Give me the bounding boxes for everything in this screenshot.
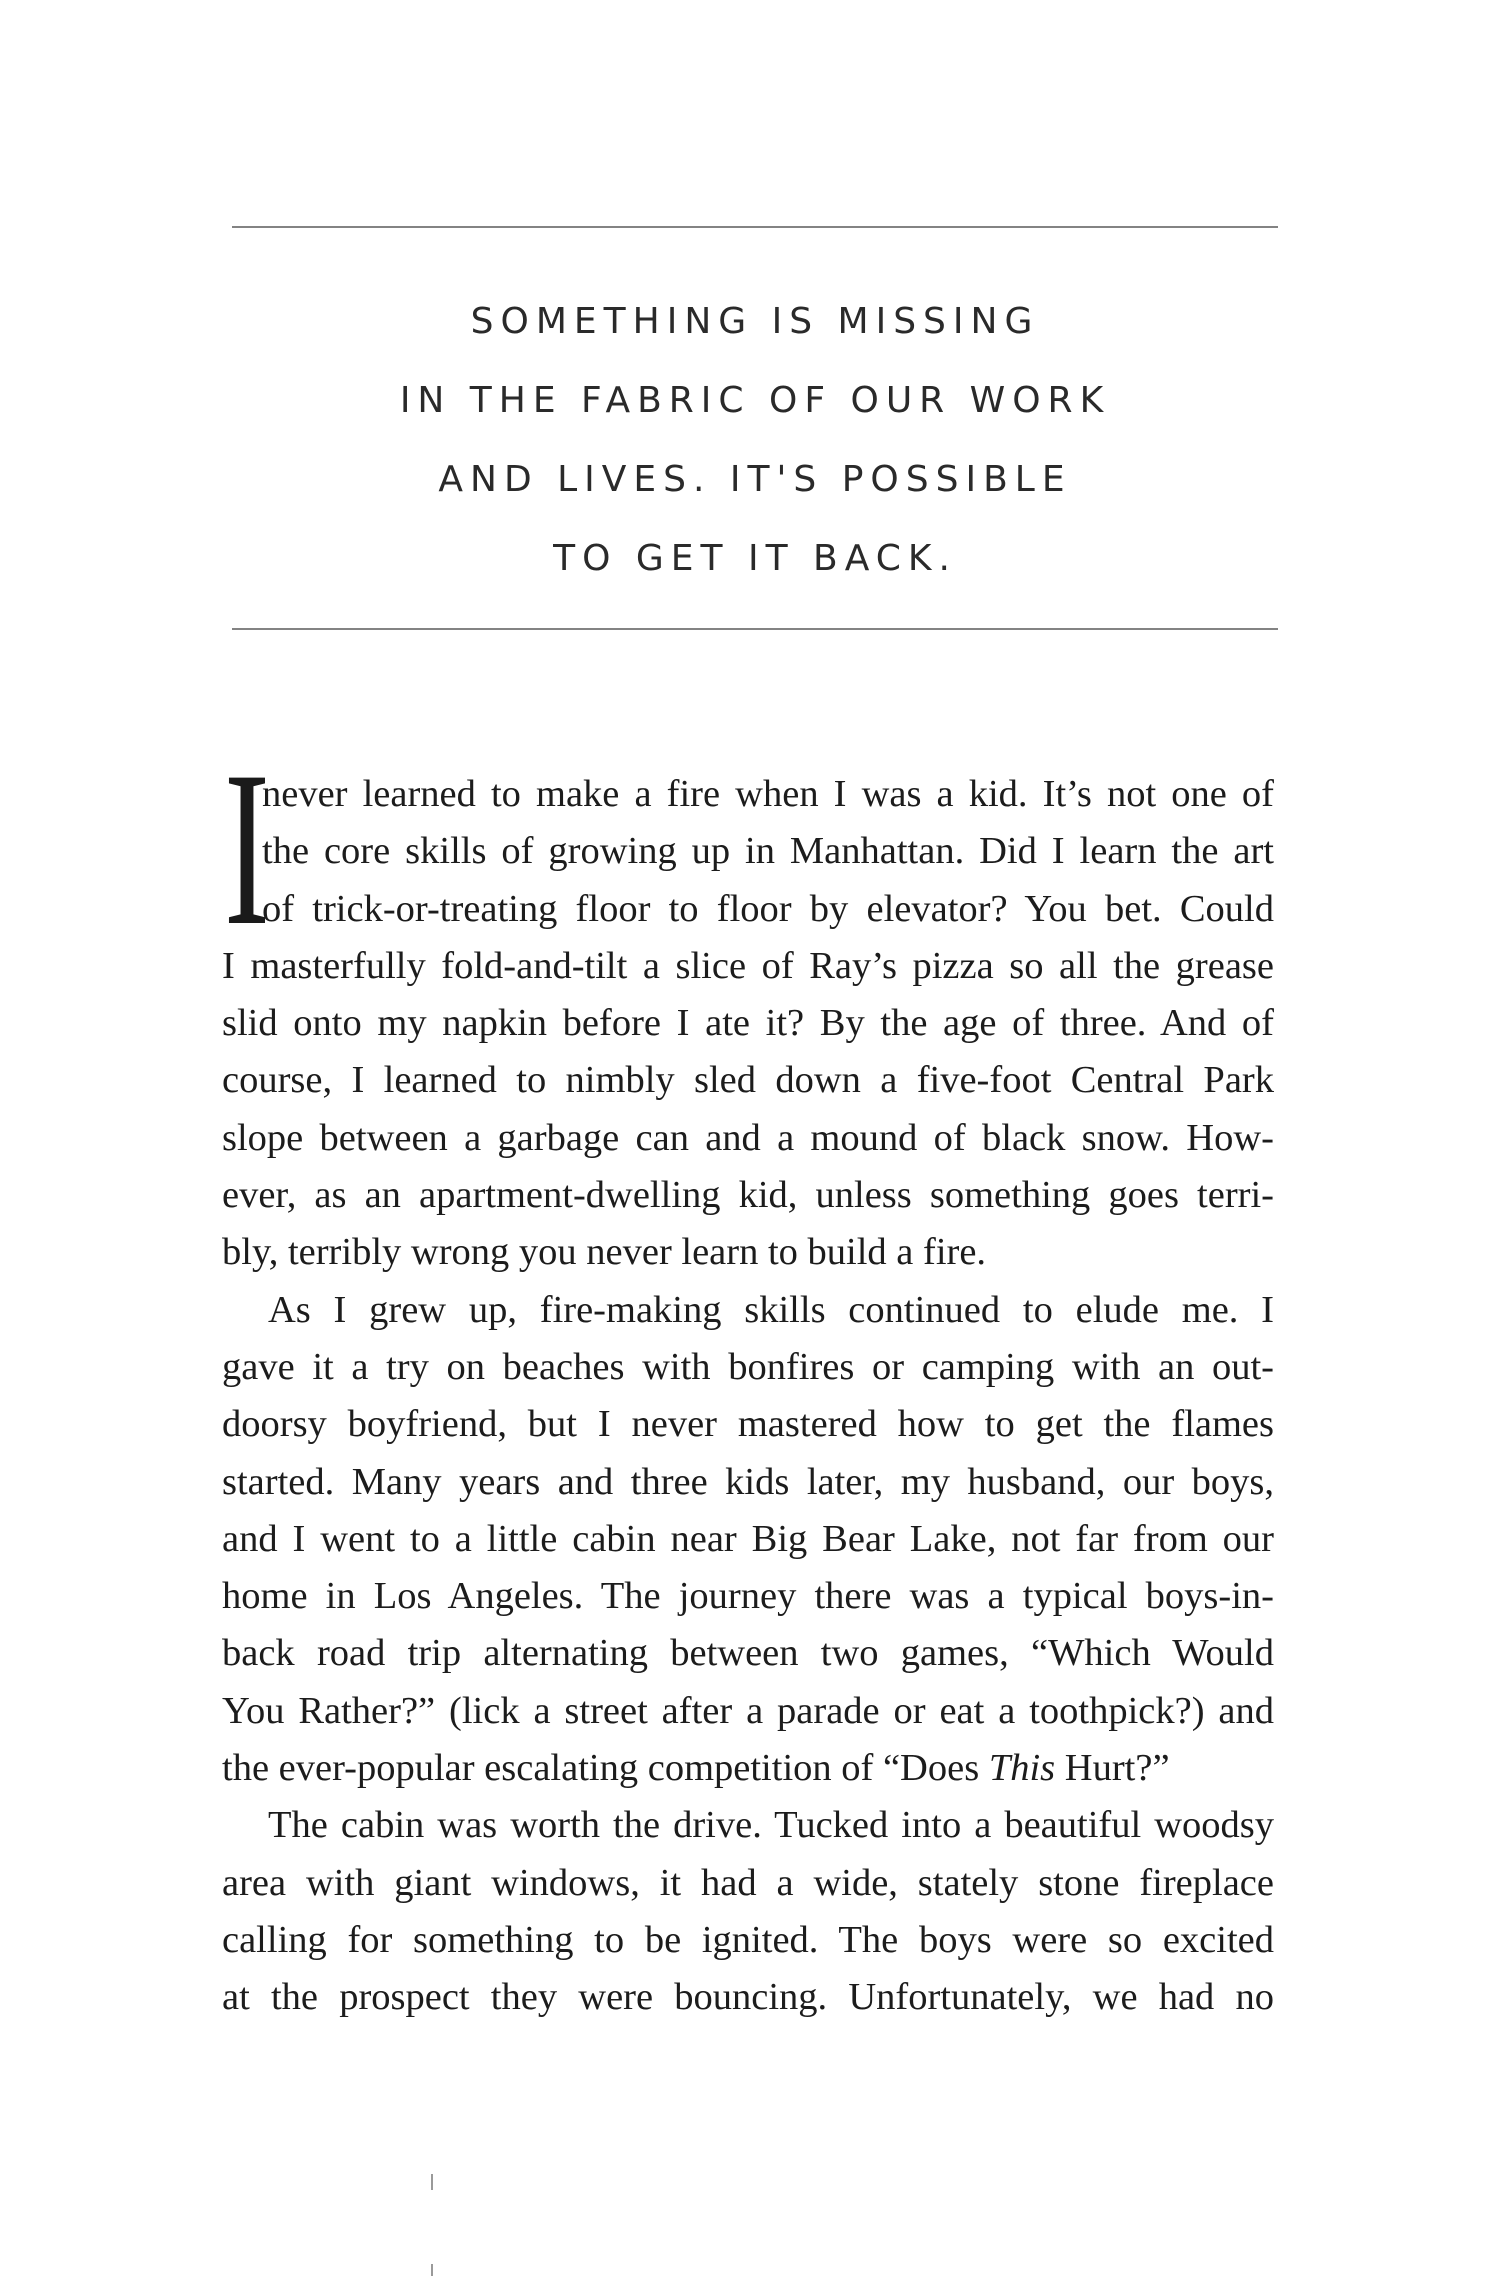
text-line: gave it a try on beaches with bonfires or camping with an out- <box>222 1345 1274 1388</box>
pull-quote-line: SOMETHING IS MISSING <box>470 301 1040 342</box>
print-speck <box>431 2264 433 2276</box>
emphasis-word: This <box>988 1747 1056 1790</box>
text-line: of trick-or-treating floor to floor by elevator? You bet. Could <box>262 887 1274 930</box>
text-line: the core skills of growing up in Manhattan. Did I learn the art <box>262 830 1274 873</box>
pull-quote-line: AND LIVES. IT'S POSSIBLE <box>438 459 1072 500</box>
text-line: never learned to make a fire when I was a kid. It’s not one of <box>262 773 1274 815</box>
text-line: started. Many years and three kids later, my husband, our boys, <box>222 1460 1274 1503</box>
text-line: home in Los Angeles. The journey there was a typical boys-in- <box>222 1575 1274 1618</box>
body-text <box>222 726 1274 2027</box>
text-line: slope between a garbage can and a mound of black snow. How- <box>222 1116 1274 1159</box>
text-line: bly, terribly wrong you never learn to build a fire. <box>222 1231 987 1274</box>
pull-quote-line: TO GET IT BACK. <box>553 538 957 579</box>
text-line: the ever-popular escalating competition of “Does This Hurt?” <box>222 1747 1170 1790</box>
bottom-divider-rule <box>232 628 1278 630</box>
text-line: calling for something to be ignited. The boys were so excited <box>222 1918 1274 1961</box>
top-divider-rule <box>232 226 1278 228</box>
text-line: area with giant windows, it had a wide, stately stone fireplace <box>222 1861 1274 1904</box>
text-line: As I grew up, fire-making skills continued to elude me. I <box>268 1288 1274 1331</box>
text-line: I masterfully fold-and-tilt a slice of Ray’s pizza so all the grease <box>222 944 1274 987</box>
text-line: doorsy boyfriend, but I never mastered how to get the flames <box>222 1403 1274 1446</box>
print-speck <box>431 2174 433 2190</box>
text-line: The cabin was worth the drive. Tucked into a beautiful woodsy <box>268 1804 1274 1847</box>
text-line: and I went to a little cabin near Big Bear Lake, not far from our <box>222 1517 1274 1560</box>
pull-quote-line: IN THE FABRIC OF OUR WORK <box>399 380 1111 421</box>
text-line: at the prospect they were bouncing. Unfortunately, we had no <box>222 1976 1274 2019</box>
text-line: ever, as an apartment-dwelling kid, unless something goes terri- <box>222 1174 1274 1217</box>
text-line: slid onto my napkin before I ate it? By the age of three. And of <box>222 1002 1274 1045</box>
pull-quote <box>232 282 1278 598</box>
text-line: course, I learned to nimbly sled down a five-foot Central Park <box>222 1059 1274 1102</box>
text-line: back road trip alternating between two games, “Which Would <box>222 1632 1274 1675</box>
drop-cap: I <box>224 726 270 972</box>
text-line: You Rather?” (lick a street after a parade or eat a toothpick?) and <box>222 1689 1274 1732</box>
